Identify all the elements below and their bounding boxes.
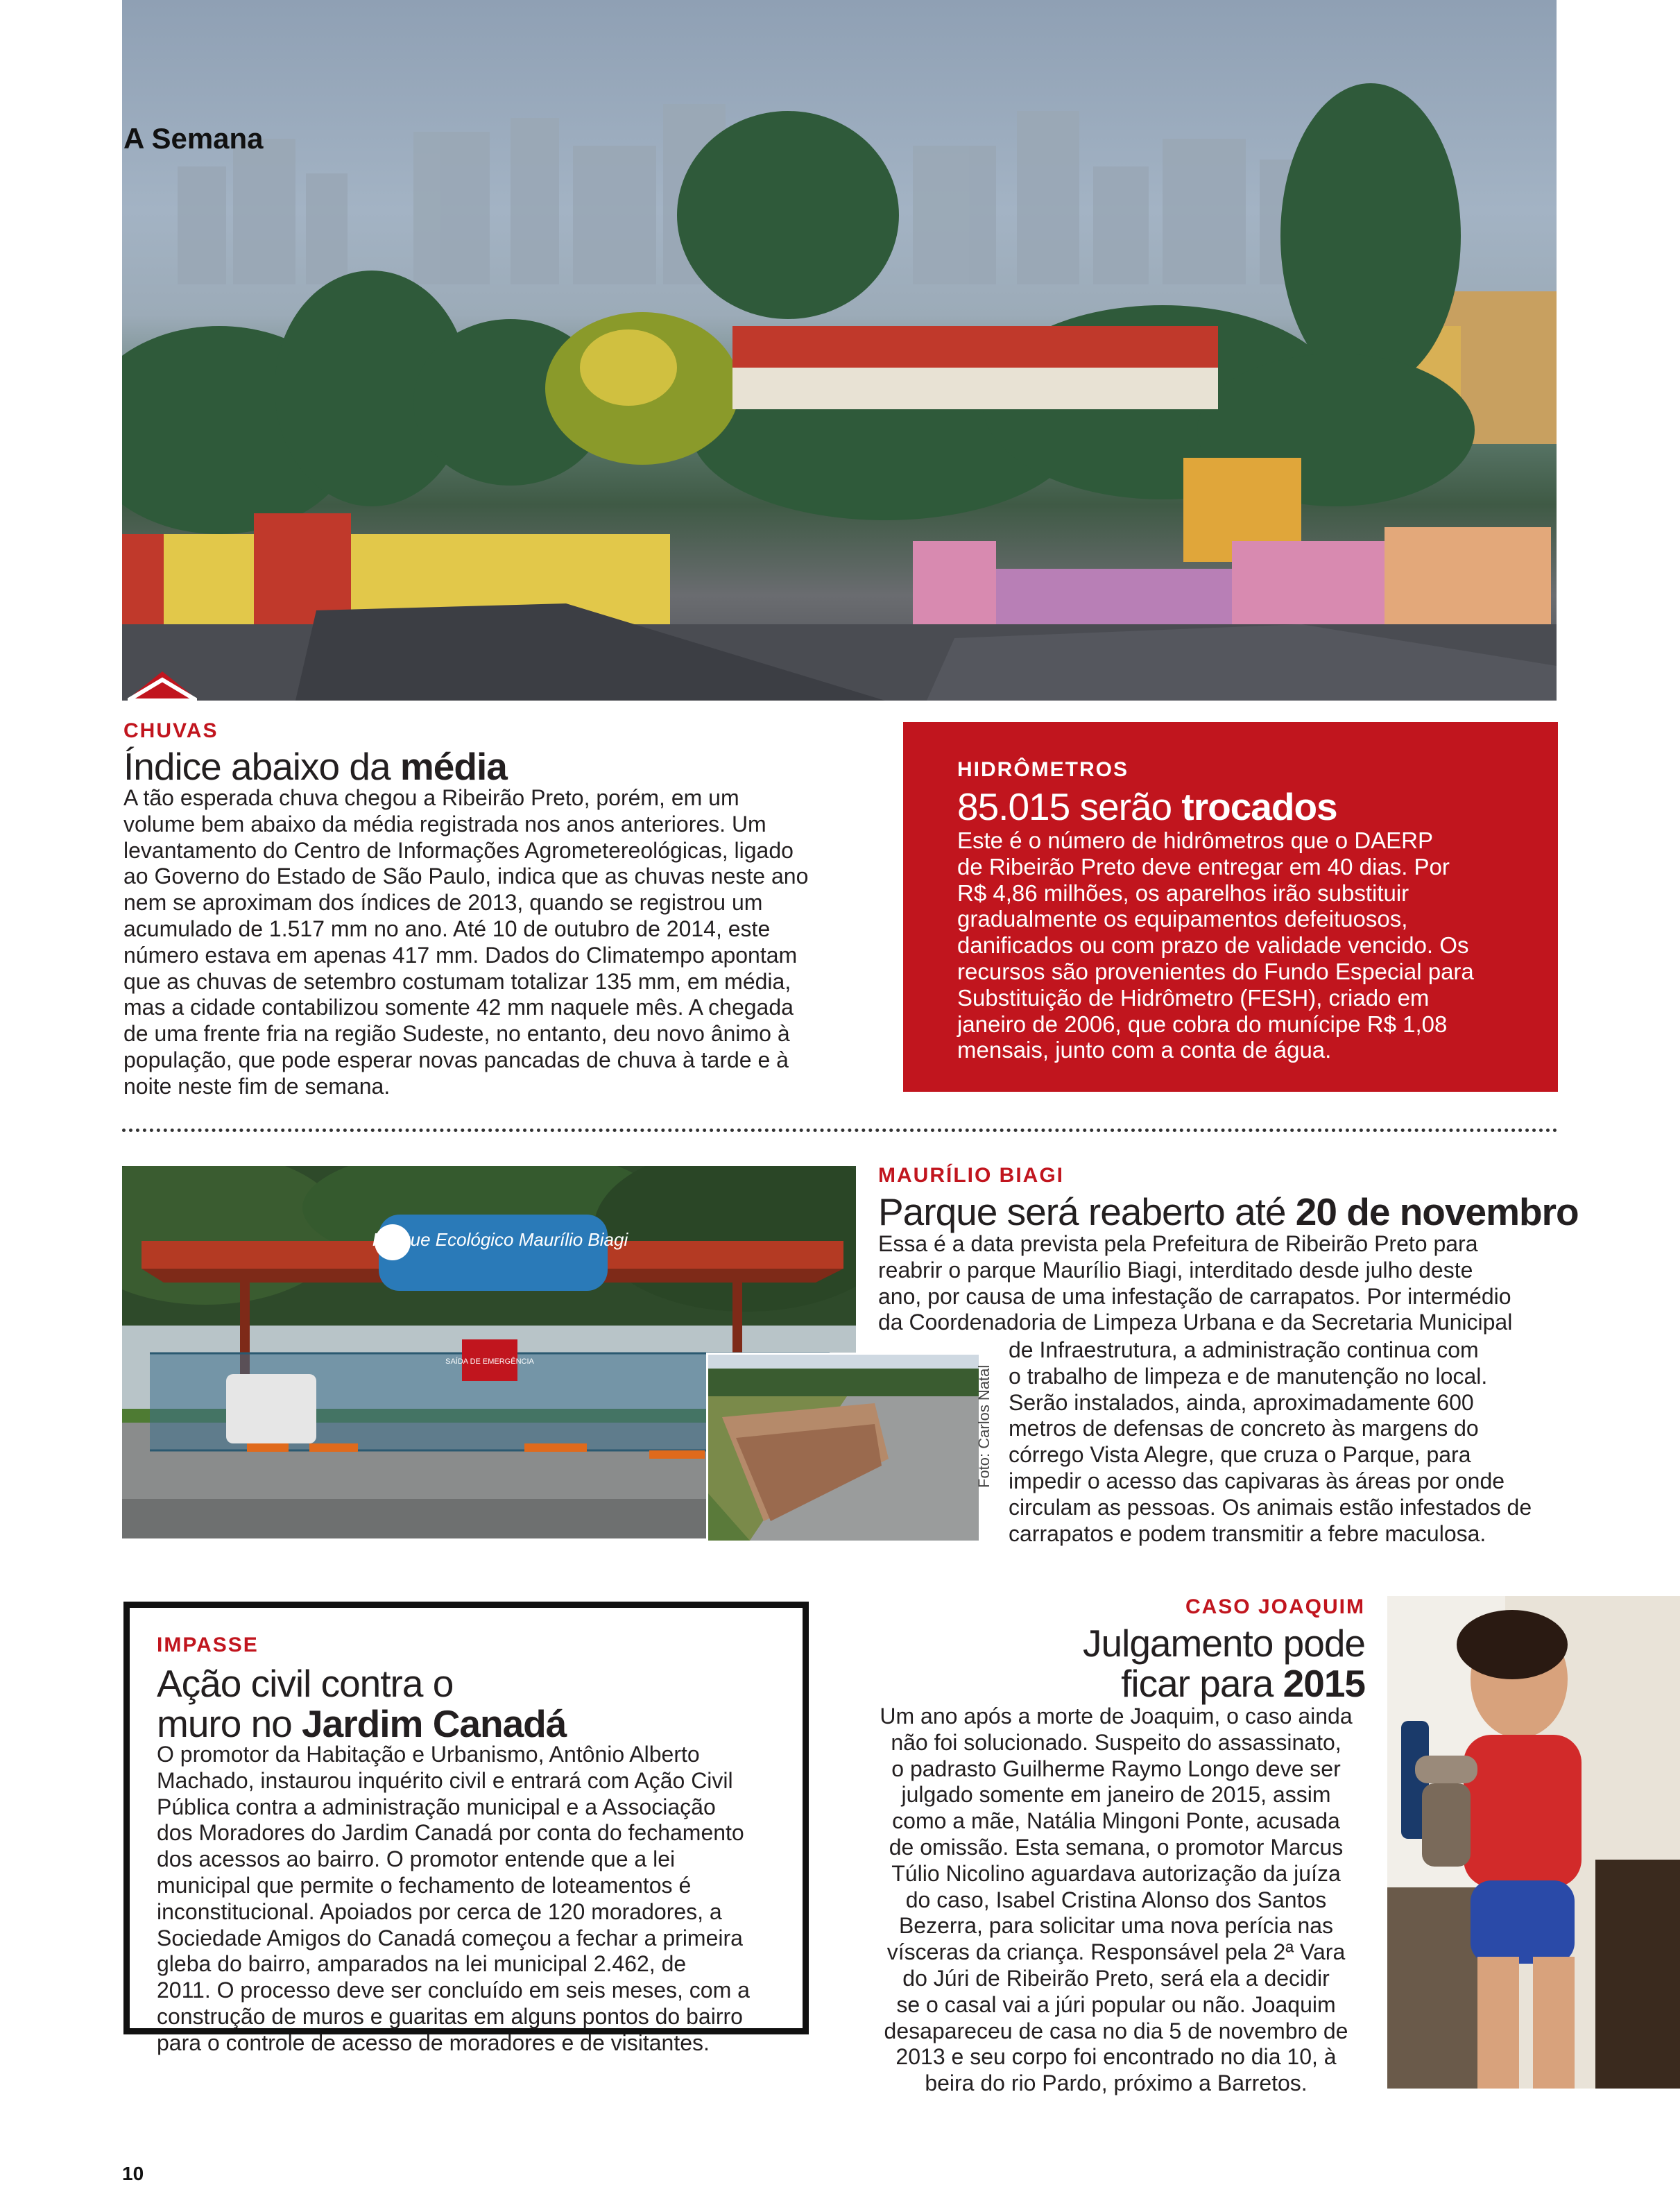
chuvas-headline <box>123 746 507 787</box>
hidrometros-headline-bold: trocados <box>1181 785 1337 828</box>
body-line: R$ 4,86 milhões, os aparelhos irão substituir <box>957 880 1409 906</box>
body-line: dos Moradores do Jardim Canadá por conta do fechamento <box>157 1820 744 1846</box>
body-line: noite neste fim de semana. <box>123 1073 391 1099</box>
hidrometros-kicker: HIDRÔMETROS <box>957 758 1129 781</box>
body-line: volume bem abaixo da média registrada nos anos anteriores. Um <box>123 811 766 837</box>
impasse-body <box>157 1742 781 2057</box>
body-line: desapareceu de casa no dia 5 de novembro de <box>884 2018 1348 2043</box>
body-line: que as chuvas de setembro costumam totalizar 135 mm, em média, <box>123 968 791 994</box>
body-line: Substituição de Hidrômetro (FESH), criado em <box>957 984 1430 1011</box>
body-line: gleba do bairro, amparados na lei municipal 2.462, de <box>157 1951 687 1977</box>
body-line: de omissão. Esta semana, o promotor Marcus <box>889 1834 1344 1860</box>
body-line: 2011. O processo deve ser concluído em seis meses, com a <box>157 1978 750 2003</box>
body-line: municipal que permite o fechamento de loteamentos é <box>157 1872 692 1898</box>
body-line: circulam as pessoas. Os animais estão infestados de <box>1009 1494 1532 1520</box>
impasse-headline <box>157 1663 566 1744</box>
body-line: Essa é a data prevista pela Prefeitura de Ribeirão Preto para <box>878 1231 1478 1256</box>
impasse-headline-line1: Ação civil contra o <box>157 1662 454 1705</box>
body-line: construção de muros e guaritas em alguns pontos do bairro <box>157 2003 743 2029</box>
impasse-headline-regular: muro no <box>157 1702 302 1745</box>
photo-credit-text: Foto: Carlos Natal <box>975 1364 993 1488</box>
park-sign-text: Parque Ecológico Maurílio Biagi <box>372 1229 628 1250</box>
body-line: se o casal vai a júri popular ou não. Joaquim <box>896 1991 1336 2017</box>
body-line: o trabalho de limpeza e de manutenção no local. <box>1009 1363 1488 1389</box>
section-arrow-icon <box>128 666 197 702</box>
body-line: córrego Vista Alegre, que cruza o Parque, para <box>1009 1442 1471 1468</box>
chuvas-kicker: CHUVAS <box>123 719 218 742</box>
body-line: mas a cidade contabilizou somente 42 mm naquele mês. A chegada <box>123 995 794 1020</box>
body-line: de Ribeirão Preto deve entregar em 40 dias. Por <box>957 853 1450 880</box>
body-line: Este é o número de hidrômetros que o DAERP <box>957 828 1434 853</box>
body-line: 2013 e seu corpo foi encontrado no dia 10, à <box>895 2044 1337 2070</box>
body-line: beira do rio Pardo, próximo a Barretos. <box>925 2070 1308 2096</box>
hero-photo <box>122 0 1557 701</box>
biagi-kicker: MAURÍLIO BIAGI <box>878 1164 1064 1187</box>
body-line: de uma frente fria na região Sudeste, no entanto, deu novo ânimo à <box>123 1021 790 1047</box>
body-line: nem se aproximam dos índices de 2013, quando se registrou um <box>123 890 763 916</box>
body-line: acumulado de 1.517 mm no ano. Até 10 de outubro de 2014, este <box>123 916 771 941</box>
body-line: ao Governo do Estado de São Paulo, indica que as chuvas neste ano <box>123 864 809 889</box>
chuvas-headline-bold: média <box>400 745 507 788</box>
impasse-kicker: IMPASSE <box>157 1634 259 1656</box>
body-line: Sociedade Amigos do Canadá começou a fechar a primeira <box>157 1925 743 1950</box>
concrete-barrier-photo <box>706 1353 981 1543</box>
body-line: população, que pode esperar novas pancadas de chuva à tarde e à <box>123 1047 789 1072</box>
body-line: inconstitucional. Apoiados por cerca de 120 moradores, a <box>157 1898 722 1924</box>
joaquim-kicker: CASO JOAQUIM <box>1185 1595 1365 1618</box>
body-line: Bezerra, para solicitar uma nova perícia nas <box>898 1913 1334 1939</box>
body-line: impedir o acesso das capivaras às áreas por onde <box>1009 1468 1505 1493</box>
body-line: Pública contra a administração municipal e a Associação <box>157 1794 716 1819</box>
dotted-divider <box>122 1129 1558 1132</box>
body-line: recursos são provenientes do Fundo Especial para <box>957 958 1474 984</box>
impasse-headline-bold: Jardim Canadá <box>302 1702 567 1745</box>
joaquim-headline-bold: 2015 <box>1283 1662 1365 1705</box>
body-line: para o controle de acesso de moradores e de visitantes. <box>157 2030 710 2055</box>
body-line: ano, por causa de uma infestação de carrapatos. Por intermédio <box>878 1283 1511 1309</box>
biagi-headline-bold: 20 de novembro <box>1295 1190 1579 1233</box>
body-line: como a mãe, Natália Mingoni Ponte, acusada <box>892 1808 1340 1834</box>
body-line: levantamento do Centro de Informações Agrometereológicas, ligado <box>123 837 794 863</box>
joaquim-body <box>867 1704 1365 2097</box>
body-line: carrapatos e podem transmitir a febre maculosa. <box>1009 1520 1486 1546</box>
biagi-headline <box>878 1192 1579 1232</box>
hidrometros-headline-regular: 85.015 serão <box>957 785 1182 828</box>
joaquim-headline-regular: ficar para <box>1121 1662 1283 1705</box>
body-line: Um ano após a morte de Joaquim, o caso ainda <box>880 1704 1353 1729</box>
chuvas-body <box>123 785 852 1100</box>
hidrometros-headline <box>957 787 1337 827</box>
body-line: Túlio Nicolino aguardava autorização da juíza <box>891 1860 1341 1886</box>
body-line: reabrir o parque Maurílio Biagi, interditado desde julho deste <box>878 1257 1473 1283</box>
body-line: danificados ou com prazo de validade vencido. Os <box>957 932 1469 959</box>
body-line: não foi solucionado. Suspeito do assassinato, <box>891 1729 1342 1755</box>
page-number: 10 <box>122 2163 144 2184</box>
chuvas-headline-regular: Índice abaixo da <box>123 745 400 788</box>
body-line: metros de defensas de concreto às margens do <box>1009 1416 1479 1441</box>
body-line: julgado somente em janeiro de 2015, assim <box>901 1782 1331 1808</box>
body-line: de Infraestrutura, a administração continua com <box>1009 1337 1479 1362</box>
biagi-body-continued <box>1009 1337 1563 1547</box>
emergency-exit-text: SAÍDA DE EMERGÊNCIA <box>445 1357 534 1366</box>
biagi-body <box>878 1231 1565 1336</box>
body-line: mensais, junto com a conta de água. <box>957 1037 1332 1063</box>
body-line: vísceras da criança. Responsável pela 2ª Vara <box>886 1939 1346 1965</box>
joaquim-headline-line2 <box>874 1663 1365 1704</box>
joaquim-headline <box>874 1623 1365 1704</box>
body-line: do caso, Isabel Cristina Alonso dos Santos <box>905 1887 1327 1912</box>
body-line: da Coordenadoria de Limpeza Urbana e da Secretaria Municipal <box>878 1310 1513 1335</box>
body-line: A tão esperada chuva chegou a Ribeirão Preto, porém, em um <box>123 785 739 810</box>
photo-credit <box>975 1356 1000 1488</box>
joaquim-headline-line1: Julgamento pode <box>1083 1622 1365 1665</box>
body-line: número estava em apenas 417 mm. Dados do Climatempo apontam <box>123 942 798 968</box>
body-line: Serão instalados, ainda, aproximadamente 600 <box>1009 1389 1474 1415</box>
child-photo <box>1387 1596 1680 2089</box>
body-line: do Júri de Ribeirão Preto, será ela a decidir <box>902 1965 1330 1991</box>
biagi-headline-regular: Parque será reaberto até <box>878 1190 1296 1233</box>
body-line: Machado, instaurou inquérito civil e entrará com Ação Civil <box>157 1767 733 1793</box>
body-line: gradualmente os equipamentos defeituosos, <box>957 906 1408 932</box>
body-line: o padrasto Guilherme Raymo Longo deve ser <box>891 1756 1341 1781</box>
body-line: dos acessos ao bairro. O promotor entende que a lei <box>157 1846 676 1872</box>
impasse-headline-line2 <box>157 1704 566 1744</box>
section-label: A Semana <box>123 122 264 155</box>
body-line: janeiro de 2006, que cobra do munícipe R$ 1,08 <box>957 1011 1448 1037</box>
hidrometros-body <box>957 828 1540 1063</box>
body-line: O promotor da Habitação e Urbanismo, Antônio Alberto <box>157 1742 700 1767</box>
